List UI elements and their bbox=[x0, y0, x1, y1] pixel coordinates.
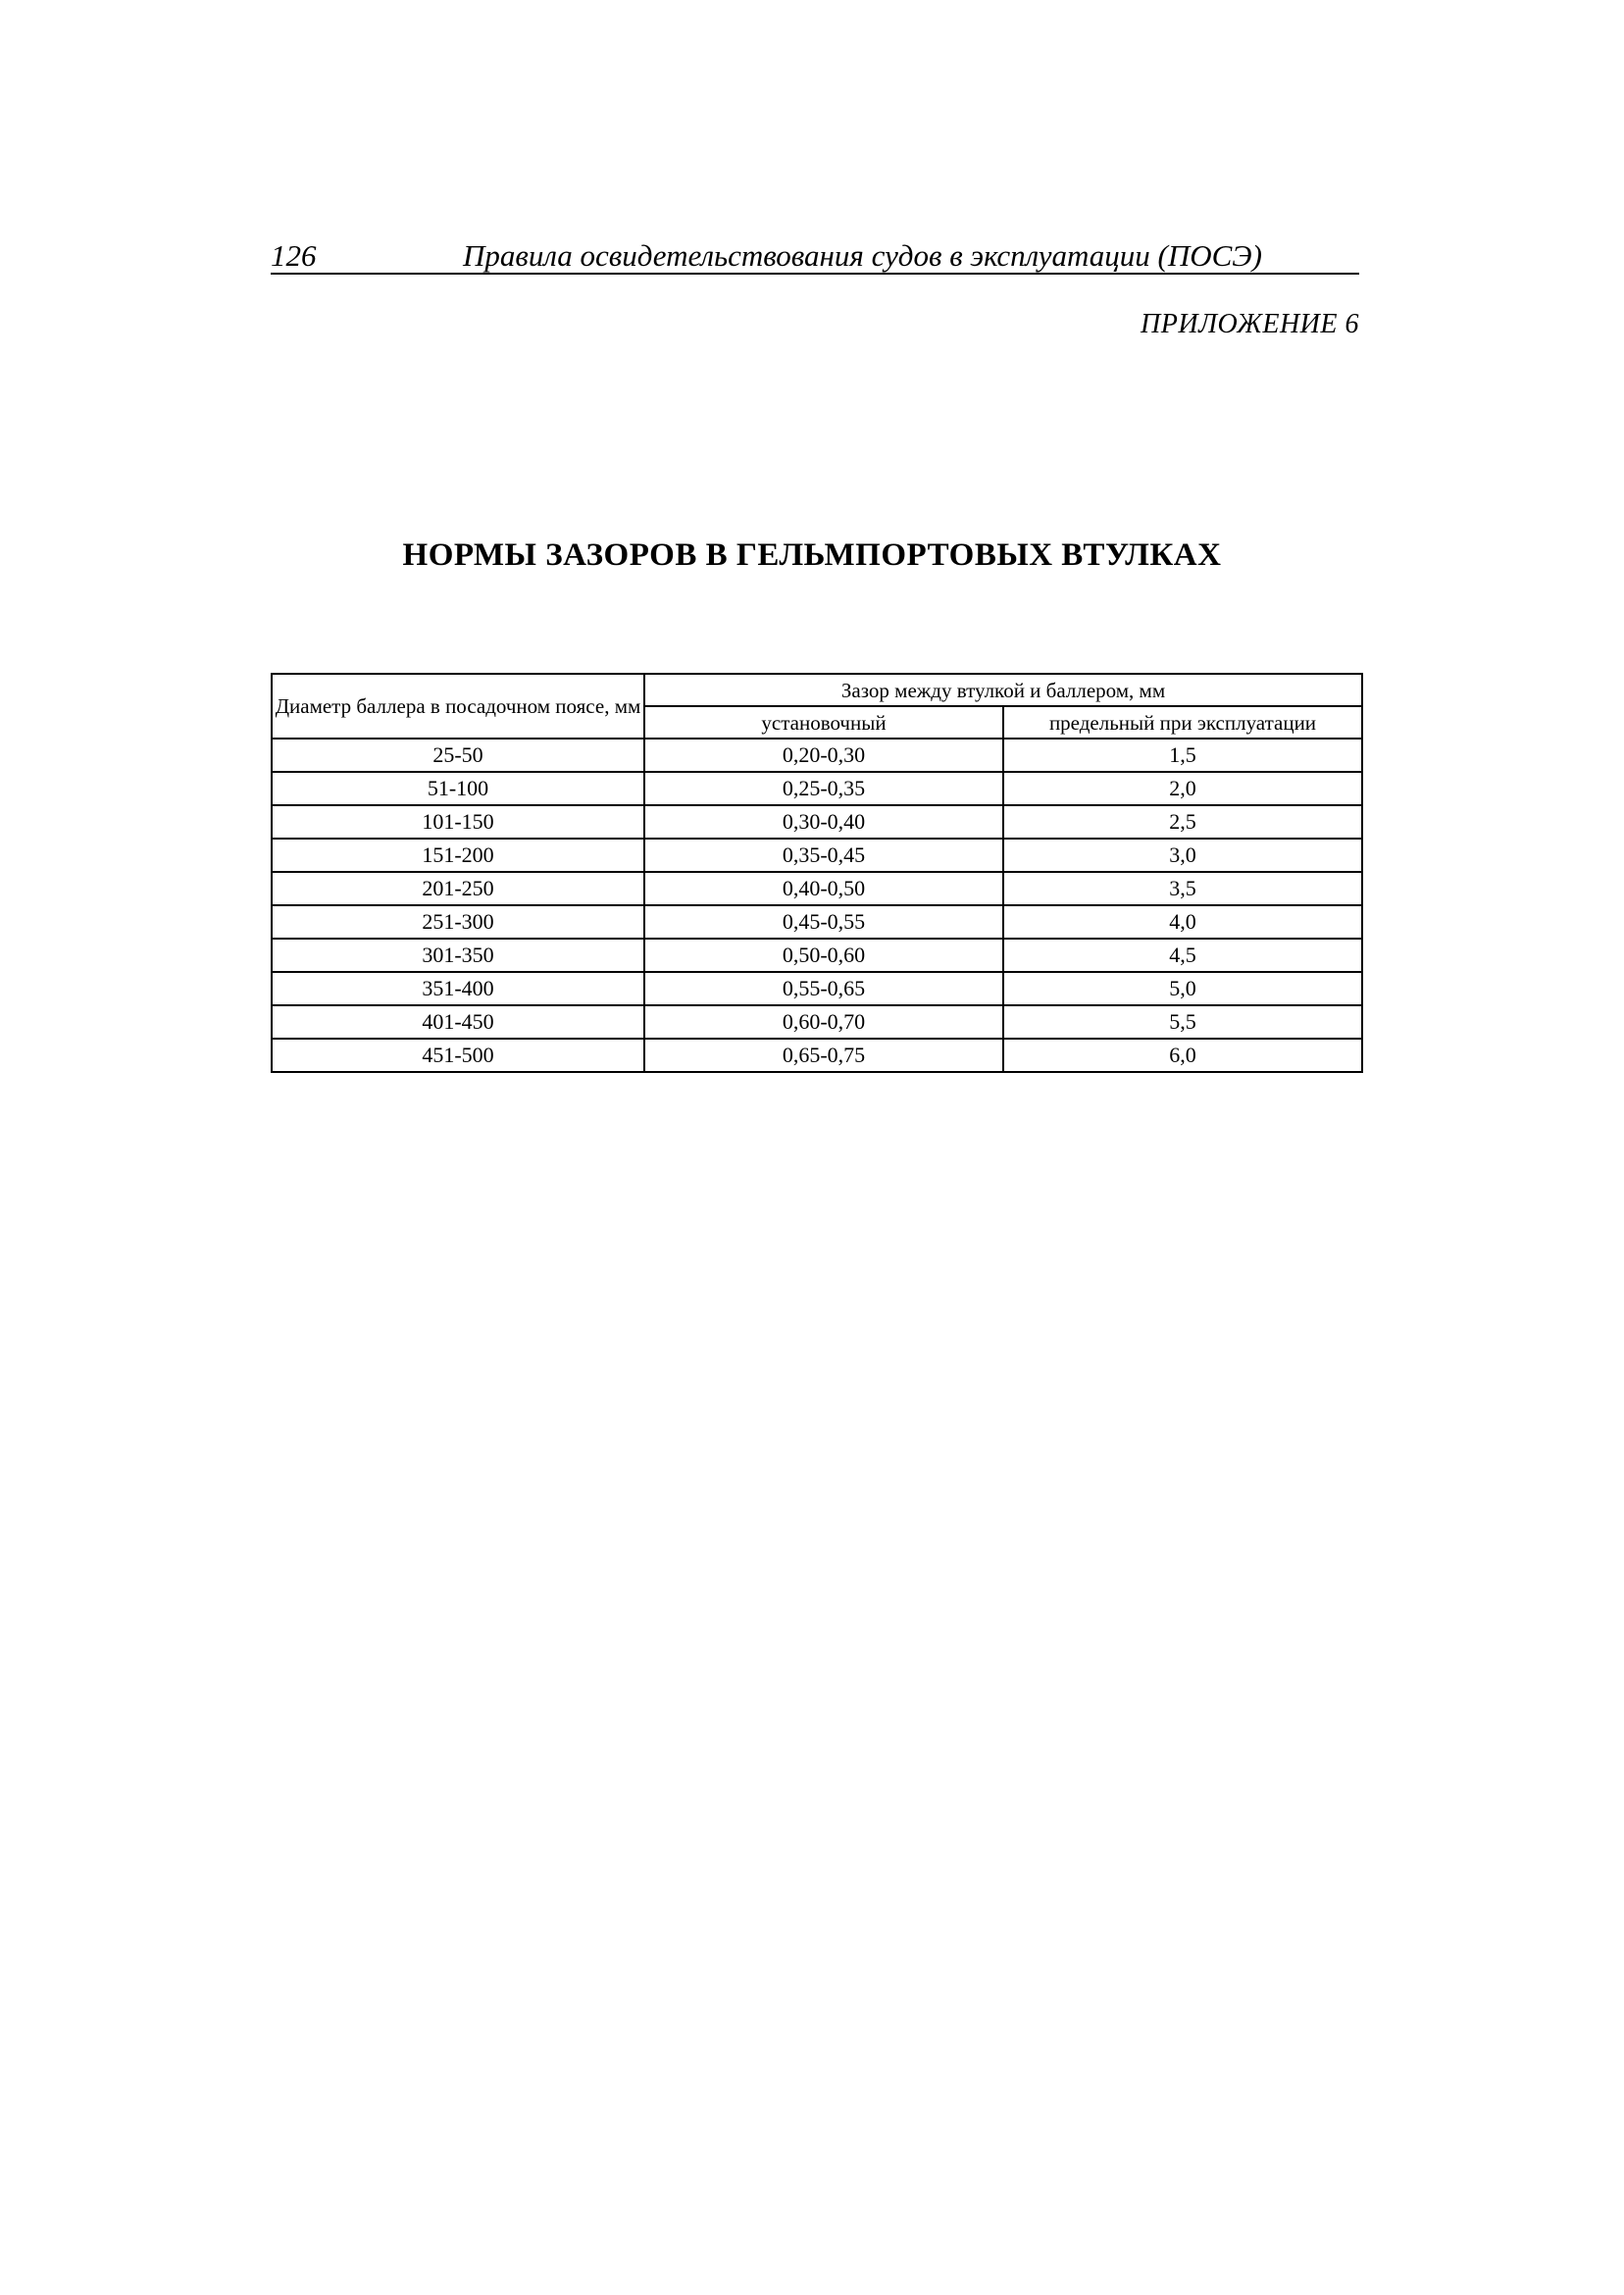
cell-installation: 0,40-0,50 bbox=[644, 872, 1003, 905]
cell-installation: 0,55-0,65 bbox=[644, 972, 1003, 1005]
cell-limit: 2,0 bbox=[1003, 772, 1362, 805]
cell-limit: 4,5 bbox=[1003, 939, 1362, 972]
cell-installation: 0,60-0,70 bbox=[644, 1005, 1003, 1039]
page-number: 126 bbox=[271, 238, 317, 273]
cell-diameter: 101-150 bbox=[272, 805, 644, 839]
document-title: НОРМЫ ЗАЗОРОВ В ГЕЛЬМПОРТОВЫХ ВТУЛКАХ bbox=[402, 537, 1222, 573]
running-title: Правила освидетельствования судов в эксплуатации (ПОСЭ) bbox=[463, 238, 1262, 273]
cell-diameter: 51-100 bbox=[272, 772, 644, 805]
cell-installation: 0,30-0,40 bbox=[644, 805, 1003, 839]
cell-installation: 0,45-0,55 bbox=[644, 905, 1003, 939]
table-header-row bbox=[272, 674, 1362, 706]
clearance-norms-table bbox=[271, 673, 1363, 1073]
cell-limit: 3,0 bbox=[1003, 839, 1362, 872]
table-row bbox=[272, 939, 1362, 972]
cell-limit: 6,0 bbox=[1003, 1039, 1362, 1072]
running-head bbox=[271, 239, 1359, 275]
table-row bbox=[272, 1005, 1362, 1039]
cell-limit: 5,5 bbox=[1003, 1005, 1362, 1039]
cell-limit: 1,5 bbox=[1003, 739, 1362, 772]
cell-installation: 0,35-0,45 bbox=[644, 839, 1003, 872]
table-row bbox=[272, 839, 1362, 872]
cell-diameter: 351-400 bbox=[272, 972, 644, 1005]
cell-diameter: 25-50 bbox=[272, 739, 644, 772]
table-row bbox=[272, 905, 1362, 939]
cell-limit: 5,0 bbox=[1003, 972, 1362, 1005]
cell-installation: 0,20-0,30 bbox=[644, 739, 1003, 772]
header-diameter: Диаметр баллера в посадочном поясе, мм bbox=[272, 674, 644, 739]
cell-diameter: 301-350 bbox=[272, 939, 644, 972]
table-row bbox=[272, 772, 1362, 805]
table-body bbox=[272, 739, 1362, 1072]
appendix-label: ПРИЛОЖЕНИЕ 6 bbox=[1141, 309, 1359, 339]
cell-diameter: 201-250 bbox=[272, 872, 644, 905]
cell-limit: 4,0 bbox=[1003, 905, 1362, 939]
table-row bbox=[272, 872, 1362, 905]
table-row bbox=[272, 805, 1362, 839]
cell-installation: 0,25-0,35 bbox=[644, 772, 1003, 805]
cell-diameter: 151-200 bbox=[272, 839, 644, 872]
header-installation: установочный bbox=[644, 706, 1003, 739]
cell-limit: 3,5 bbox=[1003, 872, 1362, 905]
table-row bbox=[272, 972, 1362, 1005]
cell-installation: 0,65-0,75 bbox=[644, 1039, 1003, 1072]
cell-diameter: 251-300 bbox=[272, 905, 644, 939]
cell-installation: 0,50-0,60 bbox=[644, 939, 1003, 972]
table-row bbox=[272, 1039, 1362, 1072]
cell-diameter: 451-500 bbox=[272, 1039, 644, 1072]
header-limit: предельный при эксплуатации bbox=[1003, 706, 1362, 739]
cell-diameter: 401-450 bbox=[272, 1005, 644, 1039]
cell-limit: 2,5 bbox=[1003, 805, 1362, 839]
header-gap-group: Зазор между втулкой и баллером, мм bbox=[644, 674, 1362, 706]
table-row bbox=[272, 739, 1362, 772]
